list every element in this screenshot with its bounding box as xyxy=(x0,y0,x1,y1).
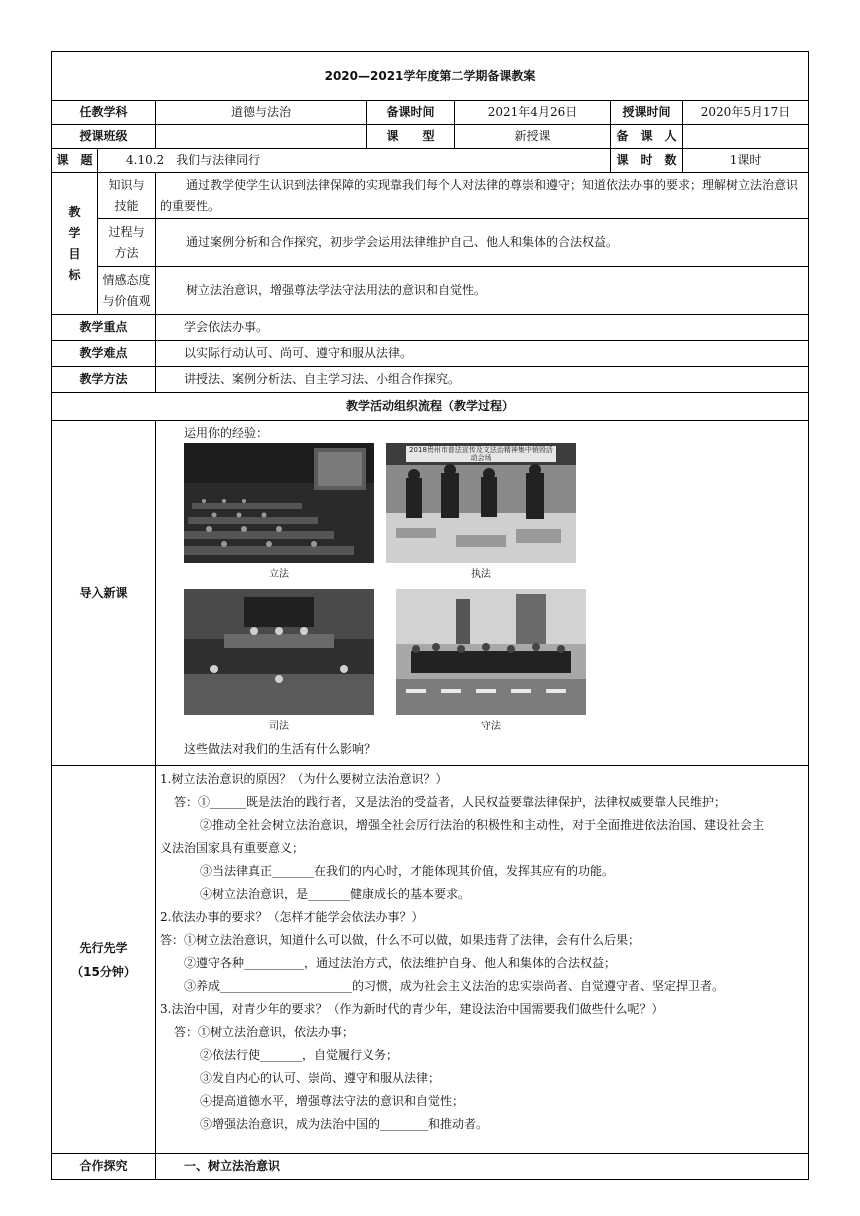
type-value: 新授课 xyxy=(455,125,611,149)
goals-label-char: 目 xyxy=(68,246,81,261)
hours-value: 1课时 xyxy=(683,149,809,173)
legislation-photo xyxy=(184,443,374,563)
preview-line: 答：①树立法治意识，依法办事； xyxy=(174,1025,355,1039)
preview-duration: （15分钟） xyxy=(71,964,136,979)
preview-line: ②推动全社会树立法治意识，增强全社会厉行法治的积极性和主动性，对于全面推进依法治国、建设社会主 xyxy=(200,818,765,832)
subject-label: 任教学科 xyxy=(52,101,156,125)
preview-title: 先行先学 xyxy=(79,940,128,955)
goal-label-line: 过程与 xyxy=(108,224,145,239)
preview-line: ③养成______________________的习惯，成为社会主义法治的忠实崇尚者、自觉遵守者、坚定捍卫者。 xyxy=(184,979,725,993)
teach-time-label: 授课时间 xyxy=(611,101,683,125)
class-label: 授课班级 xyxy=(52,125,156,149)
methods-label: 教学方法 xyxy=(52,367,156,393)
judiciary-photo xyxy=(184,589,374,715)
preview-line: ②依法行使_______，自觉履行义务； xyxy=(200,1048,399,1062)
difficulty-label: 教学难点 xyxy=(52,341,156,367)
preview-line: 义法治国家具有重要意义； xyxy=(160,841,305,855)
goal-process-text: 通过案例分析和合作探究，初步学会运用法律维护自己、他人和集体的合法权益。 xyxy=(156,219,809,267)
goal-label-line: 方法 xyxy=(114,245,139,260)
prep-time-value: 2021年4月26日 xyxy=(455,101,611,125)
preview-line: ③发自内心的认可、崇尚、遵守和服从法律； xyxy=(200,1071,441,1085)
preview-content xyxy=(156,766,809,1154)
obey-law-caption: 守法 xyxy=(481,721,501,732)
methods-text: 讲授法、案例分析法、自主学习法、小组合作探究。 xyxy=(156,367,809,393)
intro-content xyxy=(156,421,809,766)
teach-time-value: 2020年5月17日 xyxy=(683,101,809,125)
goal-label-line: 与价值观 xyxy=(102,293,151,308)
enforcement-caption: 执法 xyxy=(471,569,491,580)
goals-label-char: 学 xyxy=(68,225,81,240)
goal-process-label xyxy=(98,219,156,267)
legislation-caption: 立法 xyxy=(269,569,289,580)
difficulty-text: 以实际行动认可、尚可、遵守和服从法律。 xyxy=(156,341,809,367)
preview-label xyxy=(52,766,156,1154)
preview-line: ⑤增强法治意识，成为法治中国的________和推动者。 xyxy=(200,1117,489,1131)
preview-line: 答：①______既是法治的践行者，又是法治的受益者，人民权益要靠法律保护，法律权威要靠人民维护； xyxy=(174,795,727,809)
goal-knowledge-label xyxy=(98,173,156,219)
preview-line: 1.树立法治意识的原因？（为什么要树立法治意识？） xyxy=(160,772,448,786)
process-heading: 教学活动组织流程（教学过程） xyxy=(52,393,809,421)
topic-label: 课 题 xyxy=(52,149,98,173)
goal-attitude-text: 树立法治意识，增强尊法学法守法用法的意识和自觉性。 xyxy=(156,267,809,315)
preview-line: 答：①树立法治意识，知道什么可以做，什么不可以做，如果违背了法律，会有什么后果； xyxy=(160,933,641,947)
courtroom-illustration xyxy=(184,589,374,715)
page-title: 2020—2021学年度第二学期备课教案 xyxy=(52,52,809,101)
street-crossing-illustration xyxy=(396,589,586,715)
goals-label-char: 标 xyxy=(68,267,81,282)
goal-label-line: 情感态度 xyxy=(102,272,151,287)
cooperate-label: 合作探究 xyxy=(52,1154,156,1180)
cooperate-text: 一、树立法治意识 xyxy=(156,1154,809,1180)
preview-line: ③当法律真正_______在我们的内心时，才能体现其价值，发挥其应有的功能。 xyxy=(200,864,615,878)
intro-gallery xyxy=(160,443,804,763)
intro-lead: 运用你的经验： xyxy=(184,426,269,440)
preview-line: ④树立法治意识，是_______健康成长的基本要求。 xyxy=(200,887,471,901)
preview-line: 3.法治中国，对青少年的要求？（作为新时代的青少年，建设法治中国需要我们做些什么呢？） xyxy=(160,1002,664,1016)
preview-line: ④提高道德水平，增强尊法守法的意识和自觉性； xyxy=(200,1094,465,1108)
hours-label: 课 时 数 xyxy=(611,149,683,173)
intro-question: 这些做法对我们的生活有什么影响？ xyxy=(184,742,377,756)
prep-time-label: 备课时间 xyxy=(367,101,455,125)
lesson-plan-table xyxy=(51,51,809,1180)
teacher-value xyxy=(683,125,809,149)
goal-label-line: 知识与 xyxy=(108,177,145,192)
subject-value: 道德与法治 xyxy=(156,101,367,125)
enforcement-photo xyxy=(386,443,576,563)
class-value xyxy=(156,125,367,149)
topic-value: 4.10.2 我们与法律同行 xyxy=(98,149,611,173)
goal-knowledge-text: 通过教学使学生认识到法律保障的实现靠我们每个人对法律的尊崇和遵守；知道依法办事的要求；理解树立法治意识的重要性。 xyxy=(156,173,809,219)
goal-attitude-label xyxy=(98,267,156,315)
goals-label xyxy=(52,173,98,315)
key-points-label: 教学重点 xyxy=(52,315,156,341)
teacher-label: 备 课 人 xyxy=(611,125,683,149)
key-points-text: 学会依法办事。 xyxy=(156,315,809,341)
intro-label: 导入新课 xyxy=(52,421,156,766)
obey-law-photo xyxy=(396,589,586,715)
goal-label-line: 技能 xyxy=(114,198,139,213)
judiciary-caption: 司法 xyxy=(269,721,289,732)
preview-line: 2.依法办事的要求？（怎样才能学会依法办事？） xyxy=(160,910,424,924)
type-label: 课 型 xyxy=(367,125,455,149)
preview-line: ②遵守各种__________，通过法治方式，依法维护自身、他人和集体的合法权益； xyxy=(184,956,617,970)
hall-illustration xyxy=(184,443,374,563)
enforcement-banner: 2018贵州市普法宣传及文法治精神集中销毁活动会场 xyxy=(409,446,553,462)
goals-label-char: 教 xyxy=(68,204,81,219)
